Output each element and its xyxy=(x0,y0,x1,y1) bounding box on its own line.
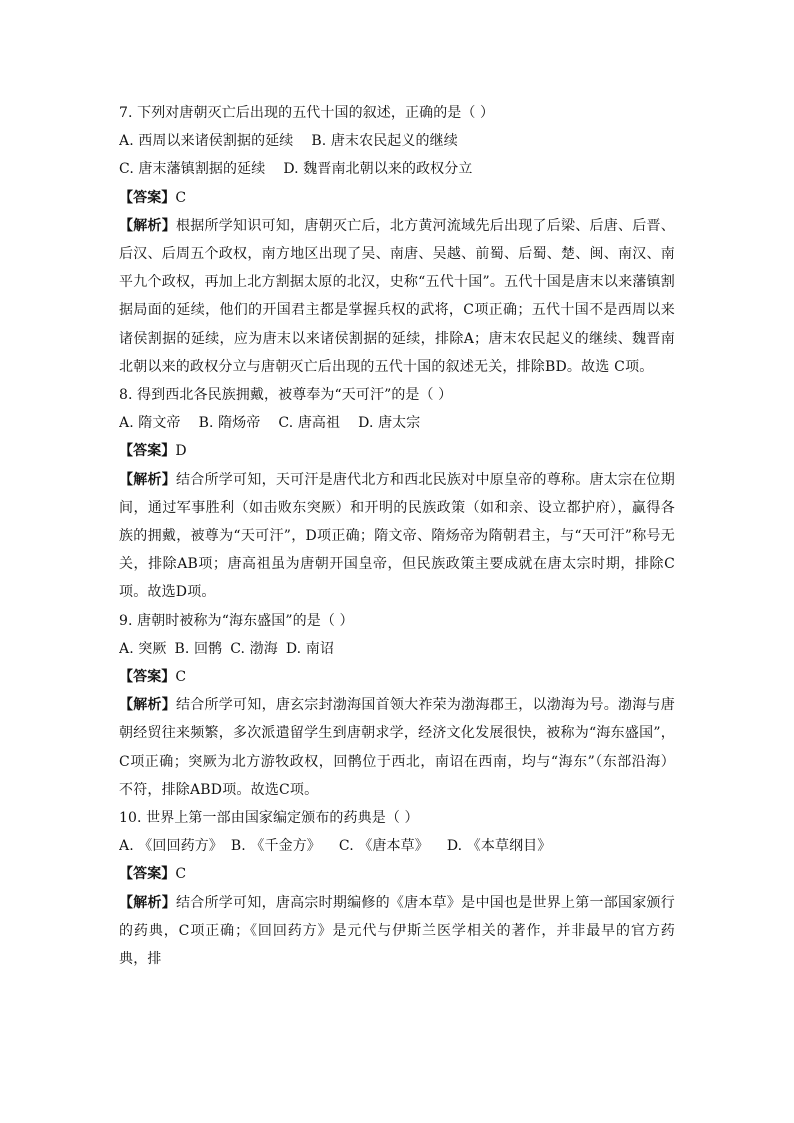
analysis-tag: 【解析】 xyxy=(119,697,177,714)
answer-value: D xyxy=(175,443,187,460)
options-row xyxy=(119,832,675,860)
question-8 xyxy=(119,381,675,607)
option-d: D. 《本草纲目》 xyxy=(446,838,552,855)
analysis-text: 结合所学可知，唐玄宗封渤海国首领大祚荣为渤海郡王，以渤海为号。渤海与唐朝经贸往来频繁，多次派遣留学生到唐朝求学，经济文化发展很快，被称为“海东盛国”，C项正确；突厥为北方游牧政权，回鹘位于西北，南诏在西南，均与“海东”（东部沿海）不符，排除ABD项。故选C项。 xyxy=(119,697,675,798)
option-b: B. 隋炀帝 xyxy=(198,415,261,432)
option-a: A. 西周以来诸侯割据的延续 xyxy=(119,133,294,150)
answer-line xyxy=(119,437,675,465)
option-a: A. 《回回药方》 xyxy=(119,838,223,855)
options-row xyxy=(119,127,675,155)
question-stem: 8. 得到西北各民族拥戴，被尊奉为“天可汗”的是（ ） xyxy=(119,387,453,404)
answer-tag: 【答案】 xyxy=(119,189,176,206)
option-d: D. 唐太宗 xyxy=(358,415,421,432)
document-content xyxy=(119,99,675,973)
analysis-tag: 【解析】 xyxy=(119,894,177,911)
option-d: D. 魏晋南北朝以来的政权分立 xyxy=(283,161,473,178)
question-10 xyxy=(119,804,675,973)
analysis-text: 根据所学知识可知，唐朝灭亡后，北方黄河流域先后出现了后梁、后唐、后晋、后汉、后周五个政权，南方地区出现了吴、南唐、吴越、前蜀、后蜀、楚、闽、南汉、南平九个政权，再加上北方割据太原的北汉，史称“五代十国”。五代十国是唐末以来藩镇割据局面的延续，他们的开国君主都是掌握兵权的武将，C项正确；五代十国不是西周以来诸侯割据的延续，应为唐末以来诸侯割据的延续，排除A；唐末农民起义的继续、魏晋南北朝以来的政权分立与唐朝灭亡后出现的五代十国的叙述无关，排除BD。故选 C项。 xyxy=(119,217,675,375)
analysis-block xyxy=(119,212,675,381)
answer-tag: 【答案】 xyxy=(119,443,176,460)
answer-value: C xyxy=(175,189,187,206)
option-c: C. 唐高祖 xyxy=(278,415,341,432)
question-stem: 10. 世界上第一部由国家编定颁布的药典是（ ） xyxy=(119,810,419,827)
analysis-block xyxy=(119,889,675,974)
analysis-tag: 【解析】 xyxy=(119,217,177,234)
option-b: B. 回鹘 xyxy=(174,640,223,657)
option-b: B. 《千金方》 xyxy=(230,838,321,855)
analysis-text: 结合所学可知，唐高宗时期编修的《唐本草》是中国也是世界上第一部国家颁行的药典，C项正确；《回回药方》是元代与伊斯兰医学相关的著作，并非最早的官方药典，排 xyxy=(119,894,675,968)
answer-value: C xyxy=(175,669,187,686)
options-row xyxy=(119,409,675,437)
question-stem: 7. 下列对唐朝灭亡后出现的五代十国的叙述，正确的是（ ） xyxy=(119,105,495,121)
option-a: A. 隋文帝 xyxy=(119,415,181,432)
analysis-block xyxy=(119,691,675,804)
answer-value: C xyxy=(175,866,187,883)
options-row xyxy=(119,155,675,183)
options-row xyxy=(119,635,675,663)
option-d: D. 南诏 xyxy=(285,640,334,657)
answer-tag: 【答案】 xyxy=(119,669,176,686)
answer-line xyxy=(119,184,675,212)
option-b: B. 唐末农民起义的继续 xyxy=(311,133,458,150)
answer-line xyxy=(119,663,675,691)
answer-line xyxy=(119,860,675,888)
analysis-block xyxy=(119,466,675,607)
option-c: C. 唐末藩镇割据的延续 xyxy=(119,161,266,178)
analysis-tag: 【解析】 xyxy=(119,471,177,488)
option-a: A. 突厥 xyxy=(119,640,167,657)
analysis-text: 结合所学可知，天可汗是唐代北方和西北民族对中原皇帝的尊称。唐太宗在位期间，通过军事胜利（如击败东突厥）和开明的民族政策（如和亲、设立都护府），赢得各族的拥戴，被尊为“天可汗”，D项正确；隋文帝、隋炀帝为隋朝君主，与“天可汗”称号无关，排除AB项；唐高祖虽为唐朝开国皇帝，但民族政策主要成就在唐太宗时期，排除C项。故选D项。 xyxy=(119,471,675,601)
option-c: C. 渤海 xyxy=(230,640,278,657)
question-stem: 9. 唐朝时被称为“海东盛国”的是（ ） xyxy=(119,612,354,629)
question-7 xyxy=(119,99,675,381)
answer-tag: 【答案】 xyxy=(119,866,176,883)
option-c: C. 《唐本草》 xyxy=(338,838,429,855)
question-9 xyxy=(119,607,675,804)
